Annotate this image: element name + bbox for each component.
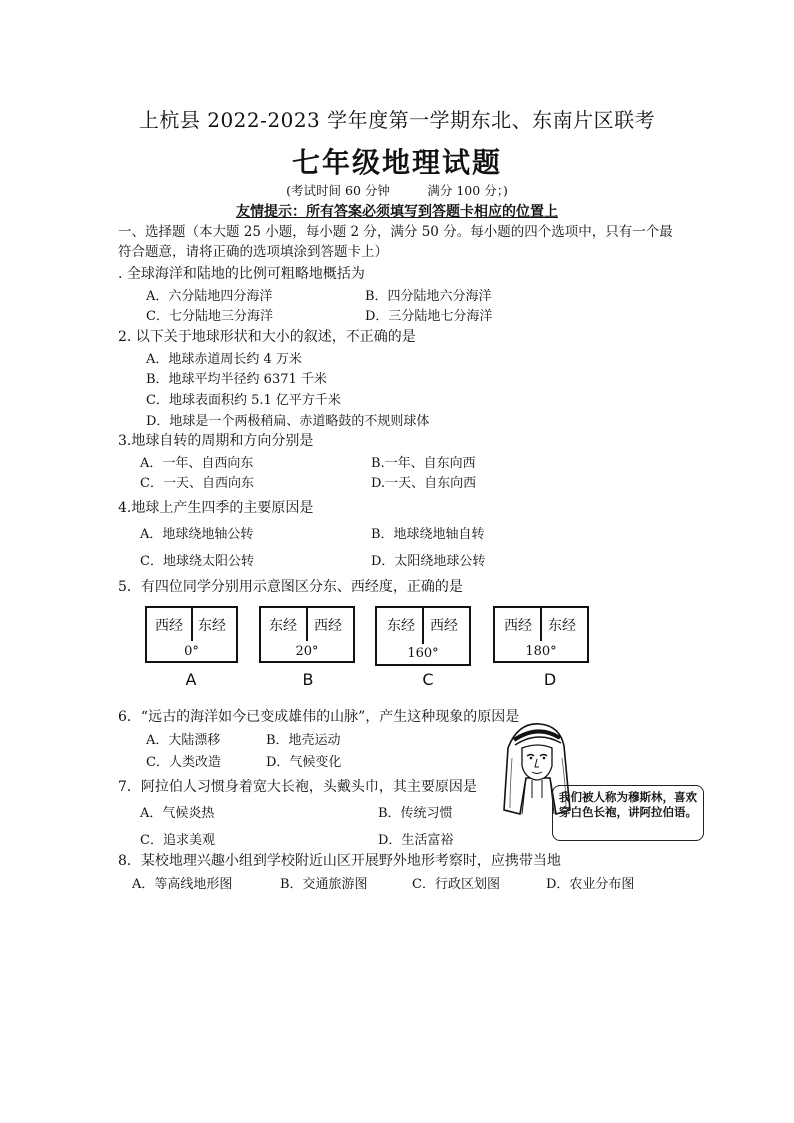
notice: 友情提示：所有答案必须填写到答题卡相应的位置上 — [236, 204, 558, 220]
option: B．交通旅游图 — [280, 877, 368, 892]
question-stem: 6．“远古的海洋如今已变成雄伟的山脉”，产生这种现象的原因是 — [118, 709, 520, 725]
option: C．人类改造 — [146, 755, 221, 770]
diagram-label: B — [302, 670, 314, 689]
longitude-diagram-b — [259, 606, 355, 663]
question-stem: 4.地球上产生四季的主要原因是 — [118, 500, 314, 516]
option: D．农业分布图 — [546, 877, 635, 892]
diagram-degree: 180° — [525, 644, 557, 659]
longitude-diagram-c — [375, 606, 471, 666]
diagram-right-label: 西经 — [430, 618, 458, 634]
speech-bubble: 我们被人称为穆斯林，喜欢穿白色长袍，讲阿拉伯语。 — [552, 785, 704, 841]
diagram-right-label: 西经 — [314, 618, 342, 634]
option: C．行政区划图 — [412, 877, 500, 892]
longitude-diagram-a — [145, 606, 238, 663]
option: A．等高线地形图 — [132, 877, 233, 892]
option: B．地球平均半径约 6371 千米 — [146, 372, 327, 387]
option: A．六分陆地四分海洋 — [146, 289, 273, 304]
option: D．生活富裕 — [378, 833, 454, 848]
question-stem: . 全球海洋和陆地的比例可粗略地概括为 — [118, 266, 365, 282]
question-stem: 5．有四位同学分别用示意图区分东、西经度，正确的是 — [118, 579, 463, 595]
question-stem: 8．某校地理兴趣小组到学校附近山区开展野外地形考察时，应携带当地 — [118, 853, 561, 869]
diagram-label: D — [543, 670, 557, 689]
meridian-line — [191, 608, 193, 641]
diagram-degree: 20° — [295, 644, 319, 659]
option: C．一天、自西向东 — [140, 476, 254, 491]
option: B．四分陆地六分海洋 — [365, 289, 492, 304]
diagram-label: A — [185, 670, 197, 689]
diagram-right-label: 东经 — [198, 618, 226, 634]
longitude-diagram-d — [493, 606, 589, 663]
diagram-label: C — [422, 670, 434, 689]
exam-info: (考试时间 60 分钟 满分 100 分；) — [286, 183, 508, 198]
option: B．传统习惯 — [378, 806, 453, 821]
option: B.一年、自东向西 — [371, 456, 476, 471]
diagram-left-label: 东经 — [387, 618, 415, 634]
diagram-degree: 160° — [407, 646, 439, 661]
option: A．地球绕地轴公转 — [140, 527, 254, 542]
exam-header: 上杭县 2022-2023 学年度第一学期东北、东南片区联考 — [138, 108, 656, 132]
option: A．气候炎热 — [140, 806, 215, 821]
option: C．地球表面积约 5.1 亿平方千米 — [146, 393, 341, 408]
option: D．地球是一个两极稍扁、赤道略鼓的不规则球体 — [146, 414, 430, 429]
diagram-left-label: 东经 — [269, 618, 297, 634]
question-stem: 3.地球自转的周期和方向分别是 — [118, 433, 314, 449]
diagram-right-label: 东经 — [548, 618, 576, 634]
option: D．气候变化 — [266, 755, 342, 770]
option: A．一年、自西向东 — [140, 456, 254, 471]
option: D．三分陆地七分海洋 — [365, 309, 493, 324]
option: A．地球赤道周长约 4 万米 — [146, 352, 302, 367]
diagram-left-label: 西经 — [504, 618, 532, 634]
option: A．大陆漂移 — [146, 733, 221, 748]
question-stem: 2. 以下关于地球形状和大小的叙述，不正确的是 — [118, 329, 416, 345]
diagram-degree: 0° — [184, 644, 199, 659]
option: C．追求美观 — [140, 833, 215, 848]
option: C．地球绕太阳公转 — [140, 554, 254, 569]
option: B．地壳运动 — [266, 733, 341, 748]
option: D．太阳绕地球公转 — [371, 554, 486, 569]
option: D.一天、自东向西 — [371, 476, 477, 491]
meridian-line — [540, 608, 542, 641]
question-stem: 7．阿拉伯人习惯身着宽大长袍，头戴头巾，其主要原因是 — [118, 779, 477, 795]
section-heading: 一、选择题（本大题 25 小题，每小题 2 分，满分 50 分。每小题的四个选项中，只有一个最符合题意，请将正确的选项填涂到答题卡上） — [118, 224, 673, 260]
option: B．地球绕地轴自转 — [371, 527, 485, 542]
diagram-left-label: 西经 — [155, 618, 183, 634]
page-title: 七年级地理试题 — [291, 146, 502, 179]
meridian-line — [422, 608, 424, 644]
option: C．七分陆地三分海洋 — [146, 309, 273, 324]
meridian-line — [306, 608, 308, 641]
